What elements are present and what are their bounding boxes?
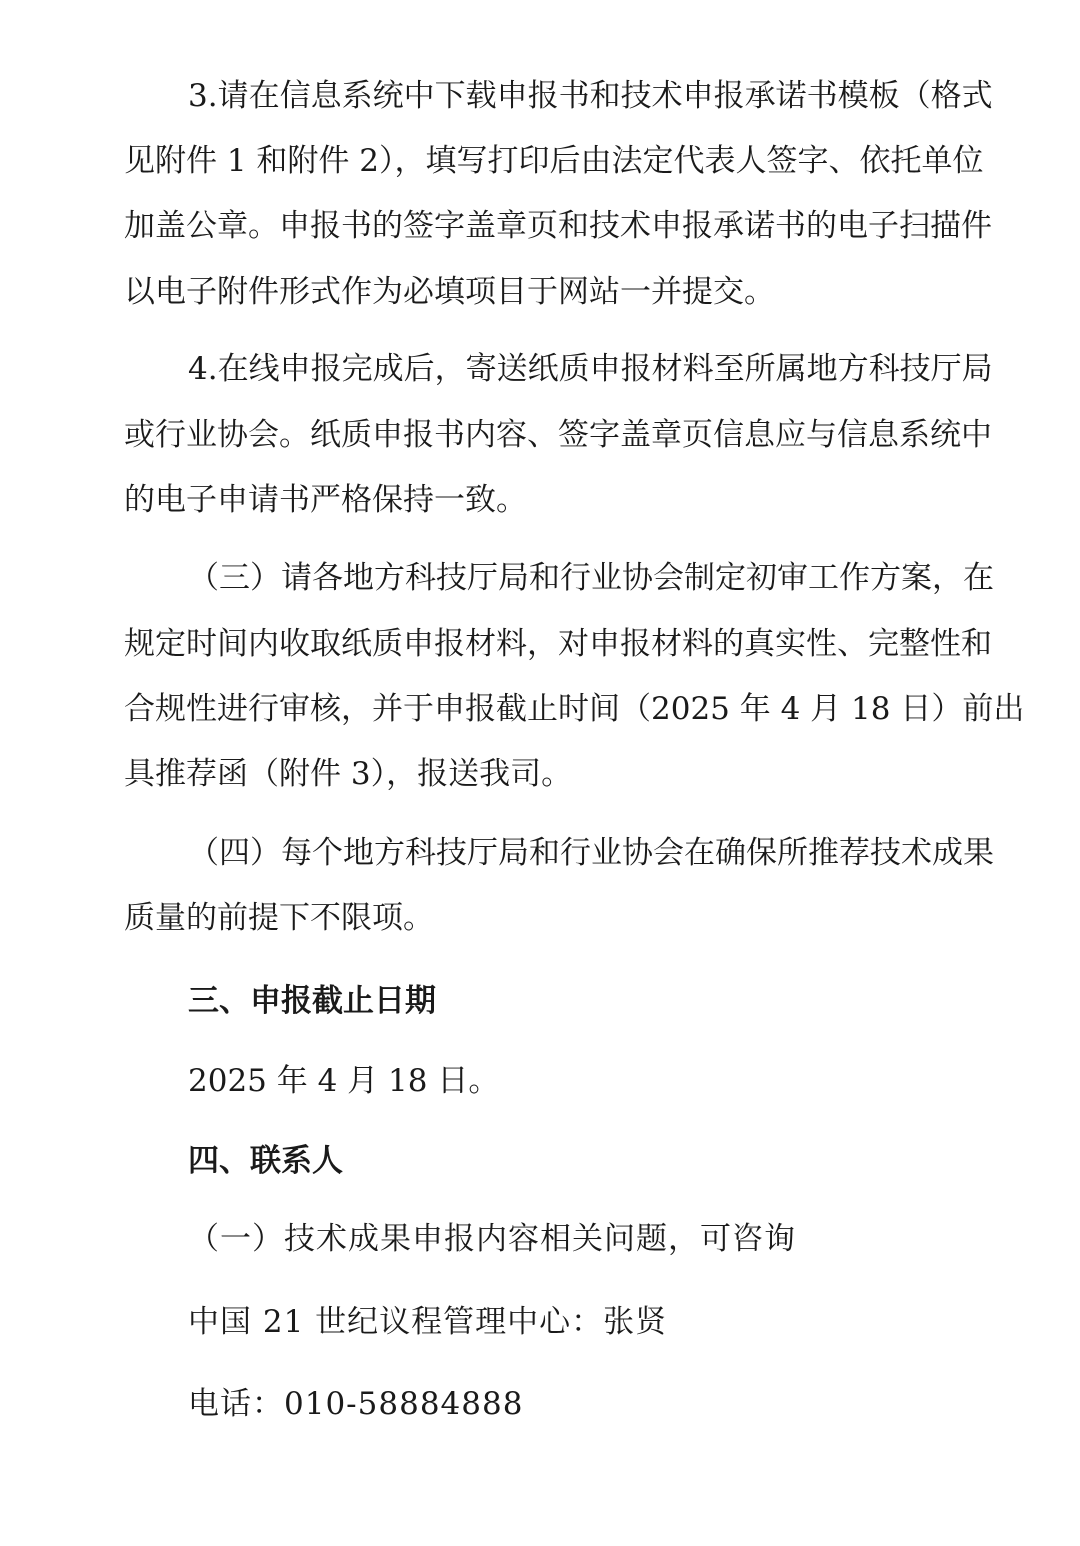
subsection-3-line-4: 具推荐函（附件 3），报送我司。: [124, 756, 573, 792]
contact-subsection-1: （一）技术成果申报内容相关问题，可咨询: [188, 1221, 796, 1257]
paragraph-3-line-3: 加盖公章。申报书的签字盖章页和技术申报承诺书的电子扫描件: [124, 208, 992, 244]
paragraph-4-line-3: 的电子申请书严格保持一致。: [124, 482, 527, 518]
subsection-3-line-3: 合规性进行审核，并于申报截止时间（2025 年 4 月 18 日）前出: [124, 691, 1025, 727]
paragraph-4-line-1: 4.在线申报完成后，寄送纸质申报材料至所属地方科技厅局: [188, 351, 993, 387]
section-4-heading: 四、联系人: [188, 1143, 343, 1179]
deadline-date: 2025 年 4 月 18 日。: [188, 1063, 500, 1099]
subsection-4-line-1: （四）每个地方科技厅局和行业协会在确保所推荐技术成果: [188, 835, 994, 871]
paragraph-4-line-2: 或行业协会。纸质申报书内容、签字盖章页信息应与信息系统中: [124, 417, 992, 453]
section-3-heading: 三、申报截止日期: [188, 983, 436, 1019]
subsection-3-line-2: 规定时间内收取纸质申报材料，对申报材料的真实性、完整性和: [124, 626, 992, 662]
paragraph-3-line-1: 3.请在信息系统中下载申报书和技术申报承诺书模板（格式: [188, 78, 993, 114]
paragraph-3-line-4: 以电子附件形式作为必填项目于网站一并提交。: [124, 274, 775, 310]
paragraph-3-line-2: 见附件 1 和附件 2），填写打印后由法定代表人签字、依托单位: [124, 143, 984, 179]
contact-organization: 中国 21 世纪议程管理中心：张贤: [188, 1304, 668, 1340]
subsection-3-line-1: （三）请各地方科技厅局和行业协会制定初审工作方案，在: [188, 560, 994, 596]
subsection-4-line-2: 质量的前提下不限项。: [124, 900, 434, 936]
contact-phone: 电话：010-58884888: [188, 1386, 524, 1422]
